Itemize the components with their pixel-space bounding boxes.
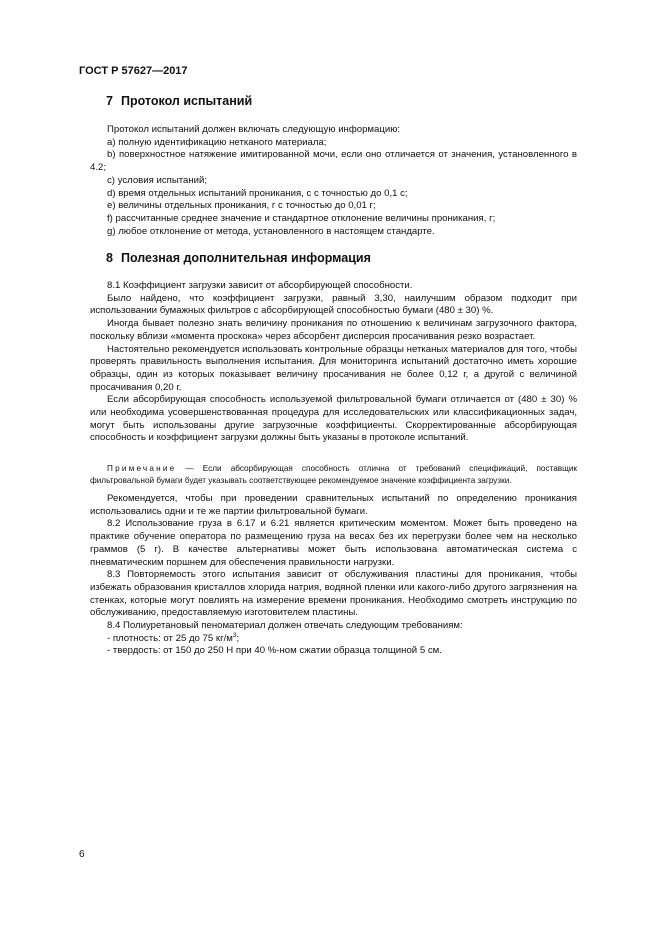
section-7-body xyxy=(90,124,577,238)
document-code-header: ГОСТ Р 57627—2017 xyxy=(79,65,188,77)
paragraph: Рекомендуется, чтобы при проведении сравнительных испытаний по определению проникания использовались одни и те же партии фильтровальной бумаги. xyxy=(90,493,577,517)
list-item: e) величины отдельных проникания, г с точностью до 0,01 г; xyxy=(107,200,376,212)
list-item: b) поверхностное натяжение имитированной мочи, если оно отличается от значения, установленного в 4.2; xyxy=(90,149,577,174)
section-title: Протокол испытаний xyxy=(120,94,253,108)
paragraph: 8.2 Использование груза в 6.17 и 6.21 является критическим моментом. Может быть проведено на практике обучение оператора по размещению груза на весах без их перегрузки более чем на несколько граммов (5 г). В качестве альтернативы может быть использована автоматическая система с пневматическим поршнем для обеспечения правильности нагрузки. xyxy=(90,518,577,568)
list-item: c) условия испытаний; xyxy=(107,174,208,186)
paragraph: Протокол испытаний должен включать следующую информацию: xyxy=(107,124,401,135)
section-title: Полезная дополнительная информация xyxy=(120,251,371,265)
list-item: f) рассчитанные среднее значение и стандартное отклонение величины проникания, г; xyxy=(107,212,496,224)
paragraph: 8.1 Коэффициент загрузки зависит от абсорбирующей способности. xyxy=(107,280,413,291)
requirement-density: - плотность: от 25 до 75 $кг/м^3$; xyxy=(107,631,240,644)
note xyxy=(90,463,577,487)
paragraph: 8.4 Полиуретановый пеноматериал должен отвечать следующим требованиям: xyxy=(107,620,463,632)
note-text: — Если абсорбирующая способность отлична от требований спецификаций, поставщик фильтровальной бумаги будет указывать соответствующее рекомендуемое значение коэффициента загрузки. xyxy=(90,464,577,485)
section-number: 7 xyxy=(106,94,113,108)
note-block xyxy=(90,463,577,487)
section-8-body xyxy=(90,280,577,445)
list-item: g) любое отклонение от метода, установленного в настоящем стандарте. xyxy=(107,225,435,237)
list-item: a) полную идентификацию нетканого материала; xyxy=(107,136,327,148)
paragraph: Иногда бывает полезно знать величину проникания по отношению к величинам загрузочного фактора, поскольку вблизи «момента проскока» через абсорбент дисперсия просачивания резко возрастает. xyxy=(90,318,577,342)
section-8-body-continued xyxy=(90,493,577,658)
page-number: 6 xyxy=(79,849,85,860)
list-item: d) время отдельных испытаний проникания, с с точностью до 0,1 с; xyxy=(107,187,408,199)
section-8-heading xyxy=(106,251,371,265)
paragraph: Настоятельно рекомендуется использовать контрольные образцы нетканых материалов для того, чтобы проверять правильность выполнения испытания. Для мониторинга испытаний достаточно иметь хорошие образцы, один из которых показывает величину просачивания не более 0,12 г, а другой с величиной просачивания 0,20 г. xyxy=(90,343,577,393)
paragraph: Было найдено, что коэффициент загрузки, равный 3,30, наилучшим образом подходит при использовании бумажных фильтров с абсорбирующей способностью бумаги (480 ± 30) %. xyxy=(90,292,577,317)
requirement-hardness: - твердость: от 150 до 250 Н при 40 %-ном сжатии образца толщиной 5 см. xyxy=(107,645,442,657)
section-7-heading xyxy=(106,94,252,108)
note-label: Примечание xyxy=(107,464,177,473)
section-number: 8 xyxy=(106,251,113,265)
paragraph: 8.3 Повторяемость этого испытания зависит от обслуживания пластины для проникания, чтобы избежать образования кристаллов хлорида натрия, водяной пленки или какого-либо другого загрязнения на стенках, которые могут повлиять на измерение времени проникания. Необходимо смотреть инструкцию по обслуживанию, предоставляемую изготовителем пластины. xyxy=(90,569,577,619)
paragraph: Если абсорбирующая способность используемой фильтровальной бумаги отличается от (480 ± 30) % или необходима усовершенствованная процедура для исследовательских или классификационных задач, могут быть использованы другие загрузочные коэффициенты. Скорректированные абсорбирующая способность и коэффициент загрузки должны быть указаны в протоколе испытаний. xyxy=(90,394,577,444)
